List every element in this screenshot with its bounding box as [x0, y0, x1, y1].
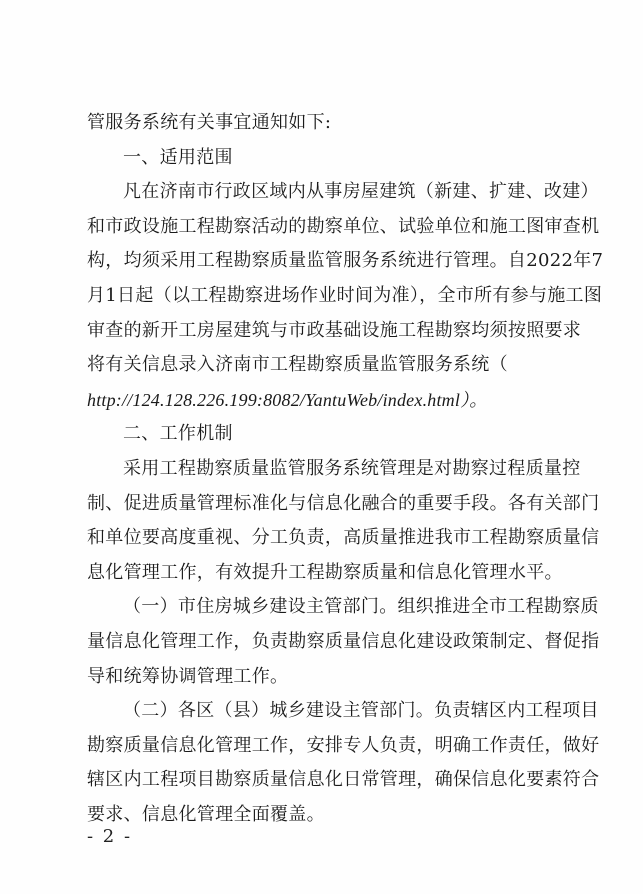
body-line: 导和统筹协调管理工作。: [87, 665, 289, 687]
body-line: 月1日起（以工程勘察进场作业时间为准），全市所有参与施工图: [87, 284, 603, 306]
document-body: [87, 106, 604, 832]
body-line: 辖区内工程项目勘察质量信息化日常管理，确保信息化要素符合: [87, 769, 600, 791]
section-heading-scope: 一、适用范围: [123, 146, 233, 168]
body-line: 采用工程勘察质量监管服务系统管理是对勘察过程质量控: [123, 457, 581, 479]
system-url-line: http://124.128.226.199:8082/YantuWeb/index.html）。: [87, 389, 488, 410]
body-line: 凡在济南市行政区域内从事房屋建筑（新建、扩建、改建）: [123, 181, 599, 203]
body-line: （一）市住房城乡建设主管部门。组织推进全市工程勘察质: [123, 596, 599, 618]
body-line: 审查的新开工房屋建筑与市政基础设施工程勘察均须按照要求: [87, 319, 582, 341]
page-number: - 2 -: [87, 826, 133, 847]
body-line: 息化管理工作，有效提升工程勘察质量和信息化管理水平。: [87, 561, 563, 583]
section-heading-mechanism: 二、工作机制: [123, 423, 233, 445]
body-line: 要求、信息化管理全面覆盖。: [87, 803, 325, 825]
body-line: （二）各区（县）城乡建设主管部门。负责辖区内工程项目: [123, 700, 599, 722]
body-line: 和市政设施工程勘察活动的勘察单位、试验单位和施工图审查机: [87, 215, 600, 237]
body-line: 量信息化管理工作，负责勘察质量信息化建设政策制定、督促指: [87, 630, 600, 652]
body-line: 构，均须采用工程勘察质量监管服务系统进行管理。自2022年7: [87, 250, 604, 272]
body-line: 和单位要高度重视、分工负责，高质量推进我市工程勘察质量信: [87, 527, 600, 549]
body-line: 勘察质量信息化管理工作，安排专人负责，明确工作责任，做好: [87, 734, 600, 756]
body-line: 制、促进质量管理标准化与信息化融合的重要手段。各有关部门: [87, 492, 600, 514]
body-line: 将有关信息录入济南市工程勘察质量监管服务系统（: [87, 354, 508, 376]
body-line: 管服务系统有关事宜通知如下:: [87, 112, 332, 133]
